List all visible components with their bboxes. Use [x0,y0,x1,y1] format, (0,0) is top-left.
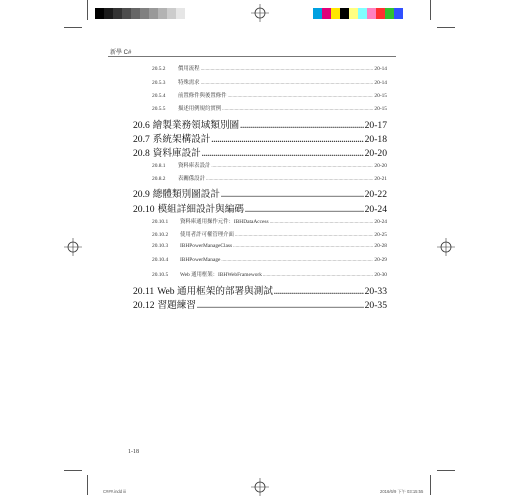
toc-entry-title: IBHPowerManage [180,257,221,263]
registration-mark-icon [251,478,269,496]
toc-entry-title: Web 通用框架的部署與測試 [157,286,273,297]
toc-dot-leader [233,244,373,249]
color-swatch [176,8,185,19]
registration-mark-icon [251,4,269,22]
toc-section-entry[interactable] [133,117,387,131]
toc-entry-page: 20-14 [374,66,387,72]
crop-mark [87,0,88,20]
toc-dot-leader [245,205,364,214]
toc-dot-leader [235,233,374,238]
toc-entry-title: 價用流程 [178,66,200,72]
registration-mark-icon [437,238,455,256]
color-swatch [104,8,113,19]
toc-entry-title: Web 通用框架：IBHWebFramework [180,272,262,278]
toc-entry-title: 特殊需求 [178,80,200,86]
toc-entry-title: 總體類別圖設計 [152,189,220,200]
toc-dot-leader [228,94,374,99]
color-swatch [140,8,149,19]
toc-entry-page: 20-24 [374,219,387,225]
toc-entry-page: 20-25 [374,232,387,238]
toc-subsection-entry[interactable] [152,78,387,86]
crop-mark [430,0,431,20]
toc-entry-title: 系統架構設計 [152,134,211,145]
toc-entry-number: 20.12 [133,300,155,311]
print-slug-file: C###.indd iii [103,489,127,494]
crop-mark [437,27,455,28]
grayscale-color-bar [95,8,185,19]
toc-entry-number: 20.7 [133,134,150,145]
toc-entry-number: 20.10.4 [152,257,169,263]
toc-subsection-entry[interactable] [152,104,387,112]
toc-dot-leader [201,67,374,72]
toc-dot-leader [201,81,374,86]
toc-entry-number: 20.5.4 [152,93,166,99]
toc-section-entry[interactable] [133,283,387,297]
color-swatch [367,8,376,19]
color-swatch [322,8,331,19]
color-swatch [385,8,394,19]
toc-entry-number: 20.10.1 [152,219,169,225]
cmyk-color-bar [313,8,403,19]
toc-section-entry[interactable] [133,145,387,159]
toc-entry-number: 20.5.5 [152,106,166,112]
toc-entry-title: 模組詳細設計與編碼 [157,204,244,215]
color-swatch [376,8,385,19]
toc-entry-page: 20-22 [364,189,387,200]
color-swatch [167,8,176,19]
toc-subsection-entry[interactable] [152,257,387,263]
toc-entry-page: 20-20 [364,148,387,159]
toc-section-entry[interactable] [133,131,387,145]
toc-entry-number: 20.11 [133,286,155,297]
toc-entry-title: 使用者許可權管理介面 [180,232,234,238]
toc-entry-title: 資料庫表設計 [178,163,211,169]
toc-dot-leader [197,301,364,310]
color-swatch [358,8,367,19]
toc-dot-leader [240,121,363,130]
toc-subsection-entry[interactable] [152,270,387,278]
color-swatch [113,8,122,19]
toc-entry-number: 20.8.1 [152,163,166,169]
toc-subsection-entry[interactable] [152,64,387,72]
toc-entry-title: 描述用例規約實例 [178,106,222,112]
color-swatch [122,8,131,19]
toc-entry-title: IBHPowerManageClass [180,243,233,249]
toc-entry-page: 20-15 [374,106,387,112]
toc-entry-page: 20-18 [364,134,387,145]
toc-entry-title: 資料庫設計 [152,148,201,159]
color-swatch [340,8,349,19]
toc-entry-number: 20.10.2 [152,232,169,238]
toc-entry-page: 20-17 [364,120,387,131]
color-swatch [158,8,167,19]
color-swatch [313,8,322,19]
crop-mark [64,27,82,28]
toc-dot-leader [202,149,364,158]
toc-entry-number: 20.5.3 [152,80,166,86]
crop-mark [430,475,431,495]
toc-entry-page: 20-15 [374,93,387,99]
color-swatch [95,8,104,19]
crop-mark [437,470,455,471]
toc-entry-number: 20.9 [133,189,150,200]
print-slug-timestamp: 2016/6/9 下午 03:15:55 [380,489,424,494]
toc-section-entry[interactable] [133,201,387,215]
toc-dot-leader [221,258,373,263]
color-swatch [131,8,140,19]
toc-entry-title: 表關係設計 [178,176,205,182]
color-swatch [394,8,403,19]
toc-entry-page: 20-24 [364,204,387,215]
toc-dot-leader [263,273,374,278]
toc-entry-page: 20-30 [374,272,387,278]
toc-subsection-entry[interactable] [152,174,387,182]
toc-subsection-entry[interactable] [152,161,387,169]
toc-entry-page: 20-28 [374,243,387,249]
toc-subsection-entry[interactable] [152,230,387,238]
toc-entry-page: 20-21 [374,176,387,182]
header-rule [108,56,396,57]
toc-section-entry[interactable] [133,186,387,200]
registration-mark-icon [64,238,82,256]
toc-dot-leader [206,177,373,182]
toc-entry-number: 20.8 [133,148,150,159]
toc-subsection-entry[interactable] [152,243,387,249]
toc-entry-page: 20-29 [374,257,387,263]
toc-entry-page: 20-14 [374,80,387,86]
toc-entry-title: 習題練習 [157,300,196,311]
toc-subsection-entry[interactable] [152,91,387,99]
toc-dot-leader [221,190,364,199]
crop-mark [87,475,88,495]
toc-entry-page: 20-33 [364,286,387,297]
toc-dot-leader [211,164,373,169]
toc-dot-leader [211,135,363,144]
toc-dot-leader [222,107,373,112]
toc-entry-page: 20-20 [374,163,387,169]
crop-mark [64,470,82,471]
toc-section-entry[interactable] [133,297,387,311]
toc-entry-number: 20.6 [133,120,150,131]
toc-entry-number: 20.10 [133,204,155,215]
toc-dot-leader [274,287,364,296]
toc-dot-leader [270,220,374,225]
color-swatch [331,8,340,19]
toc-entry-title: 前置條件與後置條件 [178,93,227,99]
toc-entry-title: 繪製業務領域類別圖 [152,120,240,131]
page-folio: 1-18 [128,449,139,455]
toc-subsection-entry[interactable] [152,217,387,225]
toc-entry-title: 資料庫通用操作元件：IBHDataAccess [180,219,269,225]
toc-entry-number: 20.10.3 [152,243,169,249]
toc-entry-number: 20.5.2 [152,66,166,72]
toc-entry-number: 20.8.2 [152,176,166,182]
toc-entry-number: 20.10.5 [152,272,169,278]
color-swatch [349,8,358,19]
running-head: 新學 C# [110,50,132,56]
color-swatch [149,8,158,19]
toc-entry-page: 20-35 [364,300,387,311]
